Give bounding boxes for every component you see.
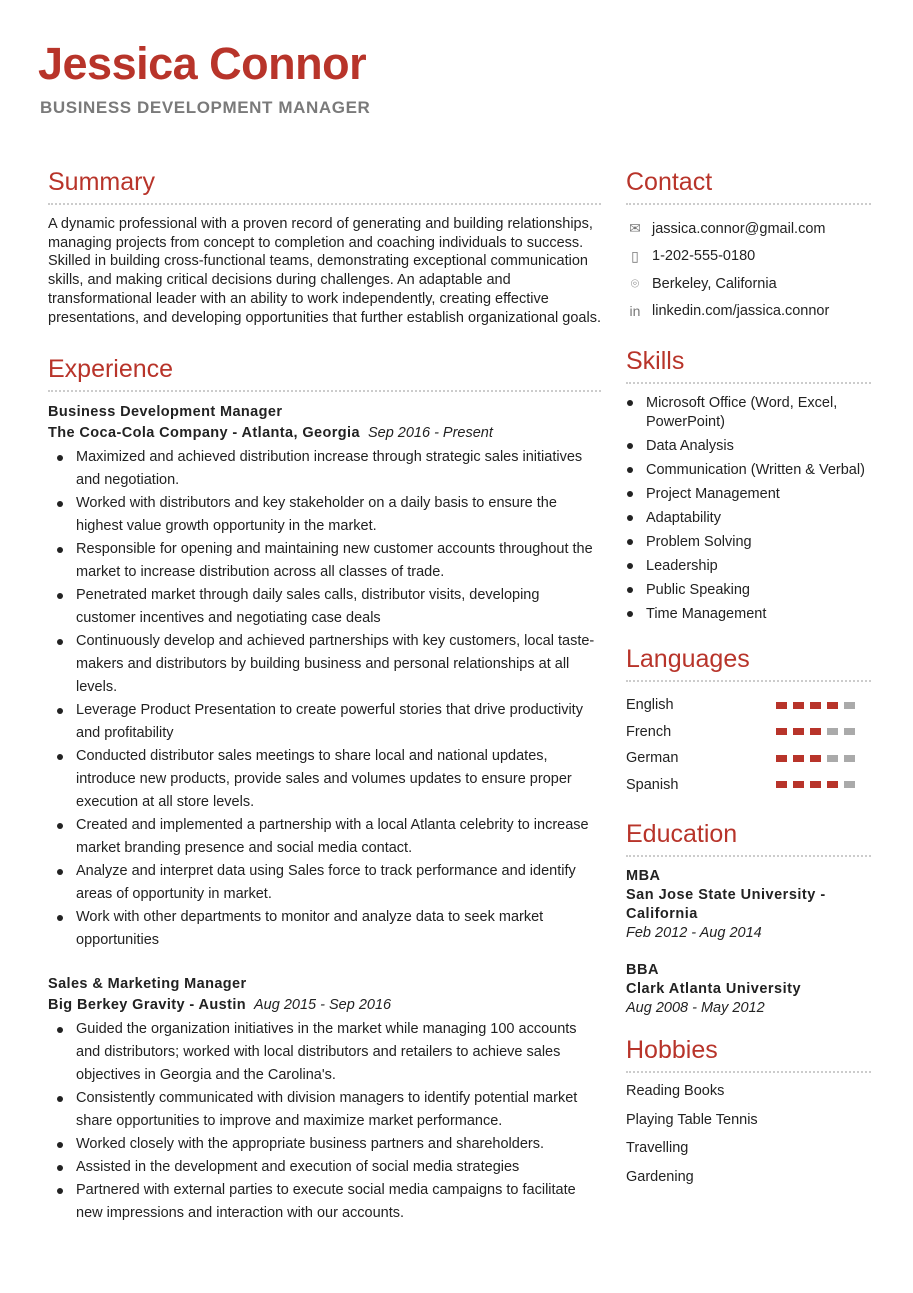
rating-square [776,781,787,788]
job-entry [48,402,601,952]
skill-item: Problem Solving [626,533,871,552]
location-pin-icon: ⌾ [630,275,640,292]
language-item [626,692,871,719]
skill-item: Project Management [626,485,871,504]
languages-section [626,645,871,798]
job-entry [48,974,601,1225]
rating-square [776,755,787,762]
language-name: Spanish [626,776,679,793]
skill-item: Communication (Written & Verbal) [626,461,871,480]
skill-item: Adaptability [626,509,871,528]
language-level-rating [776,755,855,762]
contact-text[interactable]: linkedin.com/jassica.connor [652,303,830,320]
job-bullet: Guided the organization initiatives in the market while managing 100 accounts and distributors; worked with local distributors and retailers to achieve sales objectives in Georgia and the Carolina's. [48,1018,601,1087]
language-name: German [626,750,679,767]
contact-text[interactable]: jassica.connor@gmail.com [652,220,826,237]
job-bullet: Conducted distributor sales meetings to share local and national updates, introduce new products, provide sales and volumes updates to ensure proper execution at all store levels. [48,745,601,814]
rating-square [776,702,787,709]
hobby-item: Travelling [626,1140,689,1156]
hobby-item: Gardening [626,1168,694,1185]
job-company-line [48,423,601,444]
rating-square [793,781,804,788]
job-position: Sales & Marketing Manager [48,976,247,993]
rating-square [827,728,838,735]
language-name: French [626,723,672,740]
job-bullet: Leverage Product Presentation to create powerful stories that drive productivity and profitability [48,699,601,745]
job-company: The Coca-Cola Company - Atlanta, Georgia [48,425,360,442]
rating-square [844,702,855,709]
job-bullet: Partnered with external parties to execute social media campaigns to facilitate new impressions and interaction with our accounts. [48,1179,601,1225]
linkedin-icon: in [629,303,641,320]
skills-list [626,394,871,623]
education-dates: Aug 2008 - May 2012 [626,1000,765,1016]
summary-heading: Summary [48,168,601,205]
job-bullets [48,446,601,952]
contact-text[interactable]: Berkeley, California [652,275,777,292]
job-bullet: Analyze and interpret data using Sales force to track performance and identify areas of opportunity in market. [48,860,601,906]
rating-square [810,728,821,735]
education-entry [626,961,871,1018]
education-degree: BBA [626,962,659,978]
hobbies-heading: Hobbies [626,1036,871,1073]
skill-item: Public Speaking [626,581,871,600]
job-company: Big Berkey Gravity - Austin [48,997,247,1014]
contact-item [626,270,871,298]
contact-heading: Contact [626,168,871,205]
rating-square [844,755,855,762]
rating-square [810,702,821,709]
language-level-rating [776,702,855,709]
education-section [626,820,871,1018]
contact-list [626,215,871,325]
language-name: English [626,697,674,714]
rating-square [844,728,855,735]
rating-square [793,755,804,762]
skill-item: Time Management [626,605,871,624]
skills-section [626,347,871,623]
job-bullet: Worked with distributors and key stakeholder on a daily basis to ensure the highest value growth opportunity in the market. [48,492,601,538]
job-bullet: Consistently communicated with division managers to identify potential market share opportunities to improve and maximize market performance. [48,1087,601,1133]
experience-list [48,402,601,1225]
hobbies-section [626,1036,871,1197]
candidate-name: Jessica Connor [38,38,367,89]
education-dates: Feb 2012 - Aug 2014 [626,925,762,941]
rating-square [827,781,838,788]
job-bullets [48,1018,601,1225]
skill-item: Data Analysis [626,437,871,456]
hobby-item: Reading Books [626,1083,725,1099]
hobby-item: Playing Table Tennis [626,1111,758,1128]
skill-item: Microsoft Office (Word, Excel, PowerPoint) [626,394,871,431]
summary-text: A dynamic professional with a proven record of generating and building relationships, managing projects from concept to completion and coaching individuals to success. Skilled in building cross-functional teams, demonstrating exceptional communication skills, and making critical decisions during challenges. An adaptable and transformational leader with an ability to work independently, creating effective presentations, and developing opportunities that further establish organizational goals. [48,216,601,326]
contact-item [626,298,871,326]
language-item [626,772,871,799]
skill-item: Leadership [626,557,871,576]
job-bullet: Responsible for opening and maintaining new customer accounts throughout the market to increase distribution across all classes of trade. [48,538,601,584]
left-column [48,168,601,1247]
rating-square [793,728,804,735]
job-bullet: Created and implemented a partnership with a local Atlanta celebrity to increase market branding presence and social media contact. [48,814,601,860]
rating-square [810,781,821,788]
language-level-rating [776,781,855,788]
phone-icon: ▯ [631,247,639,264]
education-heading: Education [626,820,871,857]
contact-text[interactable]: 1-202-555-0180 [652,248,756,265]
skills-heading: Skills [626,347,871,384]
language-item [626,745,871,772]
hobbies-list [626,1083,871,1197]
education-degree: MBA [626,868,661,884]
rating-square [827,702,838,709]
rating-square [844,781,855,788]
resume-columns [38,168,871,1247]
experience-heading: Experience [48,355,601,392]
education-entry [626,867,871,943]
education-school: San Jose State University - California [626,887,826,922]
contact-item [626,243,871,271]
language-item [626,719,871,746]
right-column [626,168,871,1247]
languages-list [626,692,871,798]
education-list [626,867,871,1018]
languages-heading: Languages [626,645,871,682]
contact-section [626,168,871,325]
rating-square [776,728,787,735]
language-level-rating [776,728,855,735]
rating-square [793,702,804,709]
rating-square [827,755,838,762]
job-dates: Sep 2016 - Present [367,425,493,442]
job-bullet: Work with other departments to monitor and analyze data to seek market opportunities [48,906,601,952]
job-position: Business Development Manager [48,404,283,421]
job-title: BUSINESS DEVELOPMENT MANAGER [40,98,371,117]
contact-item [626,215,871,243]
job-company-line [48,995,601,1016]
job-bullet: Assisted in the development and execution of social media strategies [48,1156,601,1179]
job-bullet: Continuously develop and achieved partnerships with key customers, local taste-makers and distributors by building business and personal relationships at all levels. [48,630,601,699]
rating-square [810,755,821,762]
job-bullet: Worked closely with the appropriate business partners and shareholders. [48,1133,601,1156]
job-bullet: Penetrated market through daily sales calls, distributor visits, developing customer incentives and negotiating case deals [48,584,601,630]
education-school: Clark Atlanta University [626,981,802,997]
job-bullet: Maximized and achieved distribution increase through strategic sales initiatives and negotiation. [48,446,601,492]
envelope-icon: ✉ [629,220,641,237]
job-dates: Aug 2015 - Sep 2016 [254,997,392,1014]
